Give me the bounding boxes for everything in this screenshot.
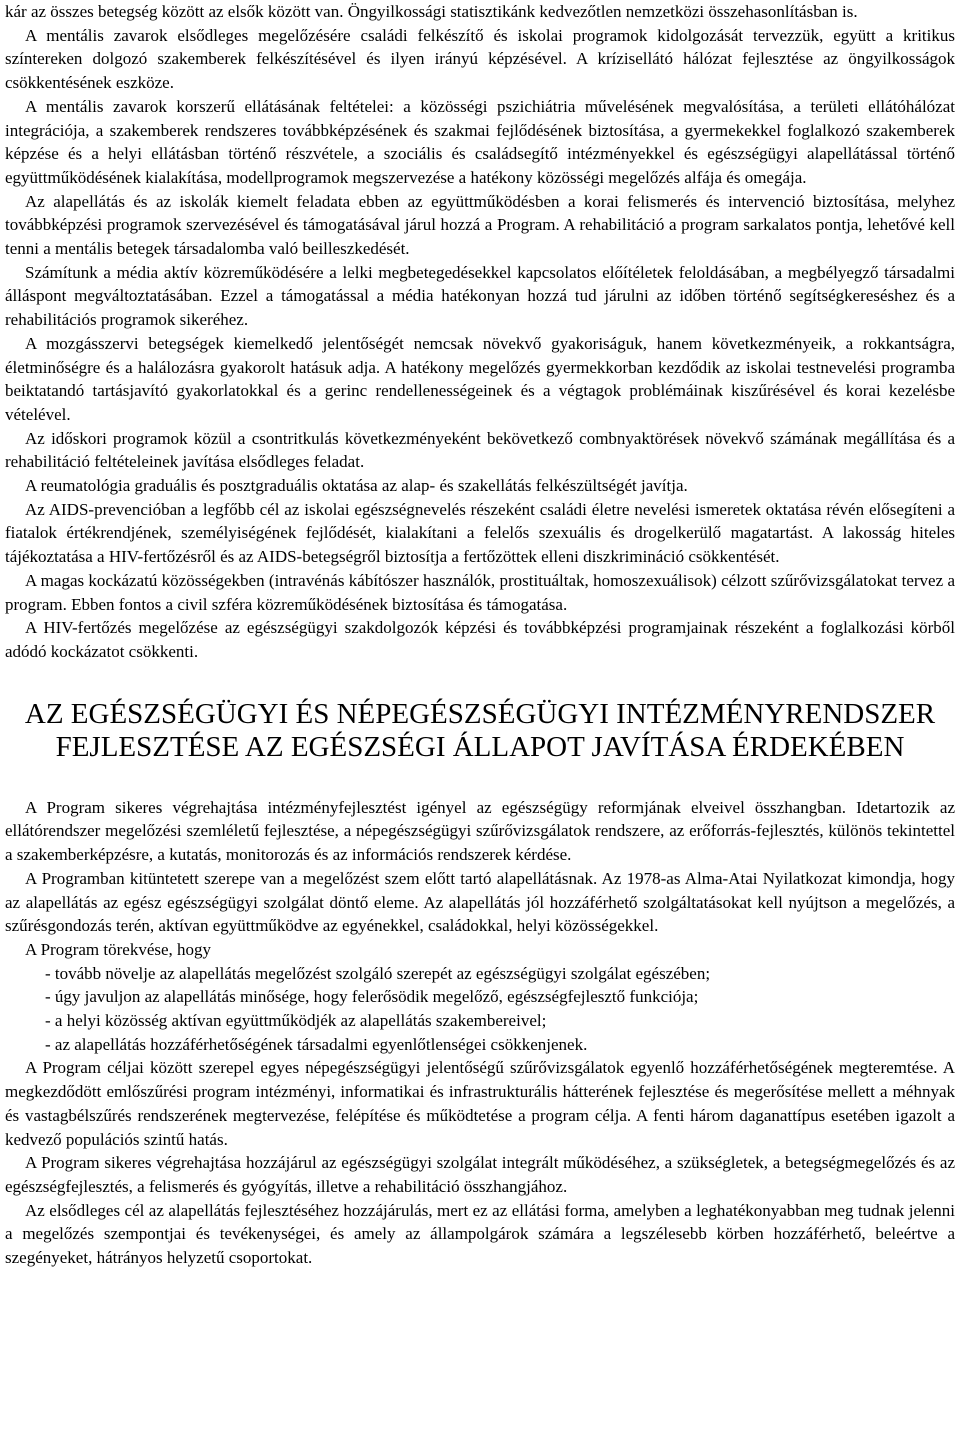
section-heading [5,698,955,764]
paragraph: Az elsődleges cél az alapellátás fejlesztéséhez hozzájárulás, mert ez az ellátási forma, amelyben a leghatékonyabban meg tudnak jelenni a megelőzés szempontjai és tevékenységei, és amely az állampolgárok számára a legszélesebb körben hozzáférhető, beleértve a szegényeket, hátrányos helyzetű csoportokat. [5,1200,955,1268]
bullet-item: - úgy javuljon az alapellátás minősége, hogy felerősödik megelőző, egészségfejlesztő funkciója; [45,987,699,1007]
paragraph: A Program sikeres végrehajtása hozzájárul az egészségügyi szolgálat integrált működéséhez, a szükségletek, a betegségmegelőzés és az egészségfejlesztés, a felismerés és gyógyítás, illetve a rehabilitáció összhangjához. [5,1153,955,1196]
paragraph: A mentális zavarok elsődleges megelőzésére családi felkészítő és iskolai programok kidolgozását tervezzük, együtt a kritikus színtereken dolgozó szakemberek felkészítésével és ilyen irányú képzésével. A krízisellátó hálózat fejlesztése az öngyilkosságok csökkentésének eszköze. [5,25,955,93]
paragraph: A Program törekvése, hogy [25,939,212,959]
bullet-item: - tovább növelje az alapellátás megelőzést szolgáló szerepét az egészségügyi szolgálat egészében; [45,963,711,983]
paragraph: A Programban kitüntetett szerepe van a megelőzést szem előtt tartó alapellátásnak. Az 1978-as Alma-Atai Nyilatkozat kimondja, hogy az alapellátás az egész egészségügyi szolgálat döntő eleme. Az alapellátás jól hozzáférhető szolgáltatásokat kell nyújtson a megelőzés, a szűrésgondozás terén, aktívan együttműködve az egyénekkel, családokkal, helyi közösségekkel. [5,868,955,936]
bullet-item: - az alapellátás hozzáférhetőségének társadalmi egyenlőtlenségei csökkenjenek. [45,1034,588,1054]
paragraph: A mozgásszervi betegségek kiemelkedő jelentőségét nemcsak növekvő gyakoriságuk, hanem következményeik, a rokkantságra, életminőségre és a halálozásra gyakorolt hatásuk adja. A hatékony megelőzés gyermekkorban kezdődik az iskolai testnevelési programba beiktatandó tartásjavító gyakorlatokkal és a gerinc rendellenességeinek és a végtagok problémáinak kiszűrésével és korai kezelésbe vételével. [5,333,955,424]
paragraph: Az időskori programok közül a csontritkulás következményeként bekövetkező combnyaktörések növekvő számának megállítása és a rehabilitáció feltételeinek javítása elsődleges feladat. [5,428,955,472]
bullet-list [5,962,955,1057]
section-heading-line-1: AZ EGÉSZSÉGÜGYI ÉS NÉPEGÉSZSÉGÜGYI INTÉZMÉNYRENDSZER [24,697,936,730]
bullet-item: - a helyi közösség aktívan együttműködjék az alapellátás szakembereivel; [45,1011,547,1031]
paragraph: A HIV-fertőzés megelőzése az egészségügyi szakdolgozók képzési és továbbképzési programjainak részeként a foglalkozási körből adódó kockázatot csökkenti. [5,618,955,661]
paragraph: Számítunk a média aktív közreműködésére a lelki megbetegedésekkel kapcsolatos előítéletek feloldásában, a megbélyegző társadalmi álláspont megváltoztatásában. Ezzel a támogatással a média hatékonyan hozzá tud járulni az időben történő segítségkereséshez és a rehabilitációs programok sikeréhez. [5,262,955,330]
paragraph: A mentális zavarok korszerű ellátásának feltételei: a közösségi pszichiátria művelésének megvalósítása, a területi ellátóhálózat integrációja, a szakemberek rendszeres továbbképzésének és szakmai fejlődésének biztosítása, a gyermekekkel foglalkozó szakemberek képzése és a helyi ellátásban történő részvétele, a szociális és családsegítő intézményekkel és egészségügyi alapellátással történő együttműködésének kialakítása, modellprogramok megszervezése a hatékony közösségi megelőzés alfája és omegája. [5,96,955,187]
paragraph: A Program sikeres végrehajtása intézményfejlesztést igényel az egészségügy reformjának elveivel összhangban. Idetartozik az ellátórendszer megelőzési szemléletű fejlesztése, a népegészségügyi szűrővizsgálatok rendszere, az erőforrás-fejlesztés, különös tekintettel a szakemberképzésre, a kutatás, monitorozás és az információs rendszerek kérdése. [5,797,955,865]
section-heading-line-2: FEJLESZTÉSE AZ EGÉSZSÉGI ÁLLAPOT JAVÍTÁSA ÉRDEKÉBEN [55,730,905,763]
paragraph: A reumatológia graduális és posztgraduális oktatása az alap- és szakellátás felkészültségét javítja. [25,476,688,496]
paragraph: A magas kockázatú közösségekben (intravénás kábítószer használók, prostituáltak, homoszexuálisok) célzott szűrővizsgálatokat tervez a program. Ebben fontos a civil szféra közreműködésének biztosítása és támogatása. [5,570,955,614]
paragraph: Az alapellátás és az iskolák kiemelt feladata ebben az együttműködésben a korai felismerés és intervenció biztosítása, melyhez továbbképzési programok szervezésével és támogatásával járul hozzá a Program. A rehabilitáció a program sarkalatos pontja, lehetővé kell tenni a mentális betegek társadalomba való beilleszkedését. [5,191,955,259]
paragraph: kár az összes betegség között az elsők között van. Öngyilkossági statisztikánk kedvezőtlen nemzetközi összehasonlításban is. [5,2,858,21]
paragraph: A Program céljai között szerepel egyes népegészségügyi jelentőségű szűrővizsgálatok egyenlő hozzáférhetőségének megteremtése. A megkezdődött emlőszűrési program intézményi, informatikai és infrastrukturális hátterének fejlesztése és megerősítése mellett a méhnyak és vastagbélszűrés rendszerének megtervezése, felépítése és működtetése a program célja. A fenti három daganattípus esetében igazolt a kedvező populációs szintű hatás. [5,1058,955,1149]
paragraph: Az AIDS-prevencióban a legfőbb cél az iskolai egészségnevelés részeként családi életre nevelési ismeretek oktatása révén elősegíteni a fiatalok értékrendjének, személyiségének fejlődését, kialakítani a felelős szexuális és drogelkerülő magatartást. A lakosság hiteles tájékoztatása a HIV-fertőzésről és az AIDS-betegségről biztosítja a fertőzöttek elleni diszkrimináció csökkentését. [5,499,955,567]
